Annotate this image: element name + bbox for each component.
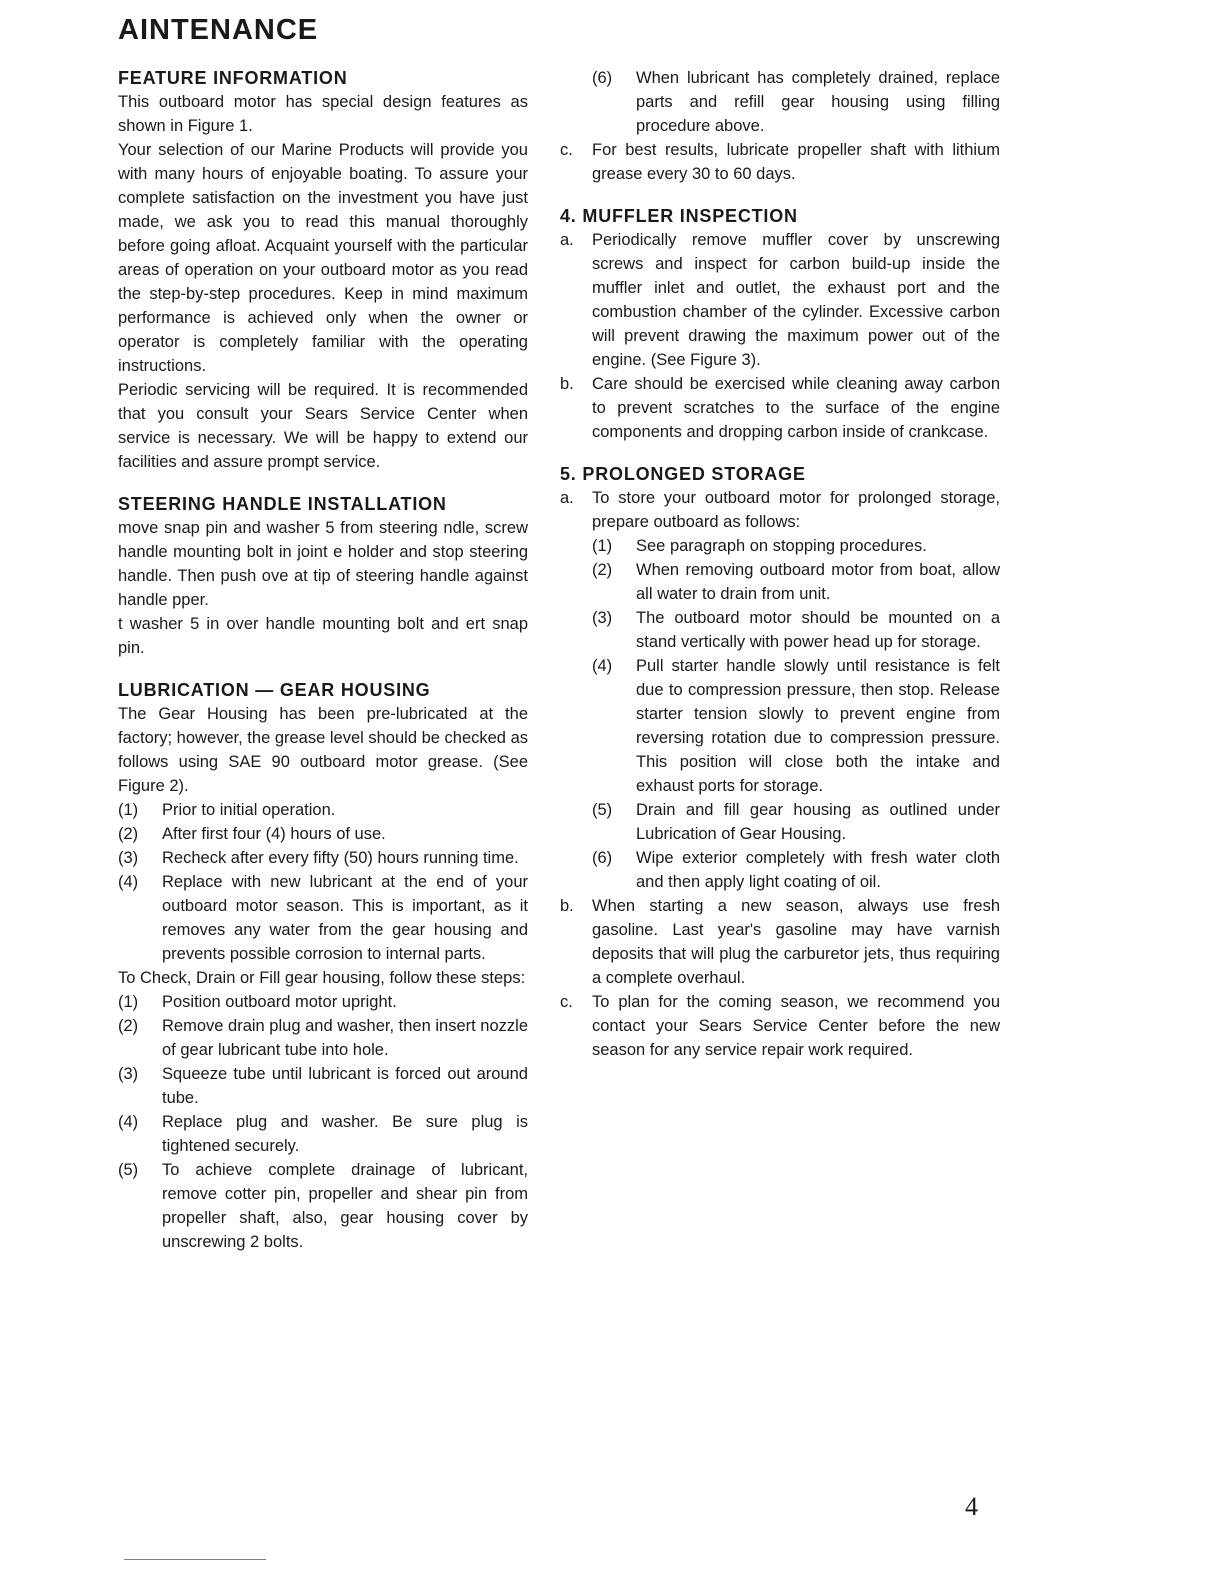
check-intro: To Check, Drain or Fill gear housing, follow these steps:: [118, 969, 526, 987]
lubrication-continued: [560, 66, 1000, 186]
right-column: [560, 66, 1000, 1062]
list-item: a. Periodically remove muffler cover by unscrewing screws and inspect for carbon build-up inside the muffler inlet and outlet, the exhaust port and the combustion chamber of the cylinder. Excessive carbon will prevent drawing the maximum power out of the engine. (See Figure 3).: [560, 231, 1000, 369]
list-item: (4) Replace with new lubricant at the end of your outboard motor season. This is important, as it removes any water from the gear housing and prevents possible corrosion to internal parts.: [118, 873, 528, 963]
list-item: c. For best results, lubricate propeller shaft with lithium grease every 30 to 60 days.: [560, 141, 1000, 183]
list-item: (5) Drain and fill gear housing as outlined under Lubrication of Gear Housing.: [592, 801, 1000, 843]
list-item: (1) Prior to initial operation.: [118, 801, 336, 819]
muffler-inspection-section: [560, 204, 1000, 444]
lubrication-heading: LUBRICATION — GEAR HOUSING: [118, 680, 431, 700]
list-item: (1) Position outboard motor upright.: [118, 993, 397, 1011]
feature-information-section: [118, 66, 528, 474]
steering-paragraph-2: t washer 5 in over handle mounting bolt and ert snap pin.: [118, 615, 528, 657]
list-item: (3) Squeeze tube until lubricant is forced out around tube.: [118, 1065, 528, 1107]
list-item: (4) Replace plug and washer. Be sure plug is tightened securely.: [118, 1113, 528, 1155]
list-item: b. When starting a new season, always use fresh gasoline. Last year's gasoline may have varnish deposits that will plug the carburetor jets, thus requiring a complete overhaul.: [560, 897, 1000, 987]
list-item: (4) Pull starter handle slowly until resistance is felt due to compression pressure, then stop. Release starter tension slowly to prevent engine from reversing rotation due to compression pressure. This position will close both the intake and exhaust ports for storage.: [592, 657, 1000, 795]
feature-paragraph-2: Your selection of our Marine Products will provide you with many hours of enjoyable boating. To assure your complete satisfaction on the investment you have just made, we ask you to read this manual thoroughly before going afloat. Acquaint yourself with the particular areas of operation on your outboard motor as you read the step-by-step procedures. Keep in mind maximum performance is achieved only when the owner or operator is completely familiar with the operating instructions.: [118, 141, 528, 375]
lubrication-intro: The Gear Housing has been pre-lubricated at the factory; however, the grease level should be checked as follows using SAE 90 outboard motor grease. (See Figure 2).: [118, 705, 528, 795]
list-item: (2) When removing outboard motor from boat, allow all water to drain from unit.: [592, 561, 1000, 603]
prolonged-storage-heading: 5. PROLONGED STORAGE: [560, 464, 806, 484]
feature-information-heading: FEATURE INFORMATION: [118, 68, 348, 88]
steering-paragraph-1: move snap pin and washer 5 from steering ndle, screw handle mounting bolt in joint e holder and stop steering handle. Then push ove at tip of steering handle against handle pper.: [118, 519, 528, 609]
feature-paragraph-3: Periodic servicing will be required. It is recommended that you consult your Sears Service Center when service is necessary. We will be happy to extend our facilities and assure prompt service.: [118, 381, 528, 471]
list-item: c. To plan for the coming season, we recommend you contact your Sears Service Center before the new season for any service repair work required.: [560, 993, 1000, 1059]
footer-rule: [124, 1559, 266, 1560]
list-item: a. To store your outboard motor for prolonged storage, prepare outboard as follows:: [560, 489, 1000, 531]
list-item: (1) See paragraph on stopping procedures.: [592, 537, 927, 555]
list-item: (2) After first four (4) hours of use.: [118, 825, 386, 843]
list-item: (3) Recheck after every fifty (50) hours running time.: [118, 849, 519, 867]
muffler-inspection-heading: 4. MUFFLER INSPECTION: [560, 206, 798, 226]
steering-handle-heading: STEERING HANDLE INSTALLATION: [118, 494, 447, 514]
page-title: AINTENANCE: [118, 14, 319, 46]
prolonged-storage-section: [560, 462, 1000, 1062]
list-item: (3) The outboard motor should be mounted on a stand vertically with power head up for storage.: [592, 609, 1000, 651]
list-item: b. Care should be exercised while cleaning away carbon to prevent scratches to the surface of the engine components and dropping carbon inside of crankcase.: [560, 375, 1000, 441]
lubrication-section: [118, 678, 528, 1254]
steering-handle-section: [118, 492, 528, 660]
list-item: (5) To achieve complete drainage of lubricant, remove cotter pin, propeller and shear pin from propeller shaft, also, gear housing cover by unscrewing 2 bolts.: [118, 1161, 528, 1251]
list-item: (2) Remove drain plug and washer, then insert nozzle of gear lubricant tube into hole.: [118, 1017, 528, 1059]
feature-paragraph-1: This outboard motor has special design features as shown in Figure 1.: [118, 93, 528, 135]
left-column: [118, 66, 528, 1254]
page-number: 4: [965, 1492, 978, 1521]
list-item: (6) When lubricant has completely drained, replace parts and refill gear housing using filling procedure above.: [592, 69, 1000, 135]
list-item: (6) Wipe exterior completely with fresh water cloth and then apply light coating of oil.: [592, 849, 1000, 891]
